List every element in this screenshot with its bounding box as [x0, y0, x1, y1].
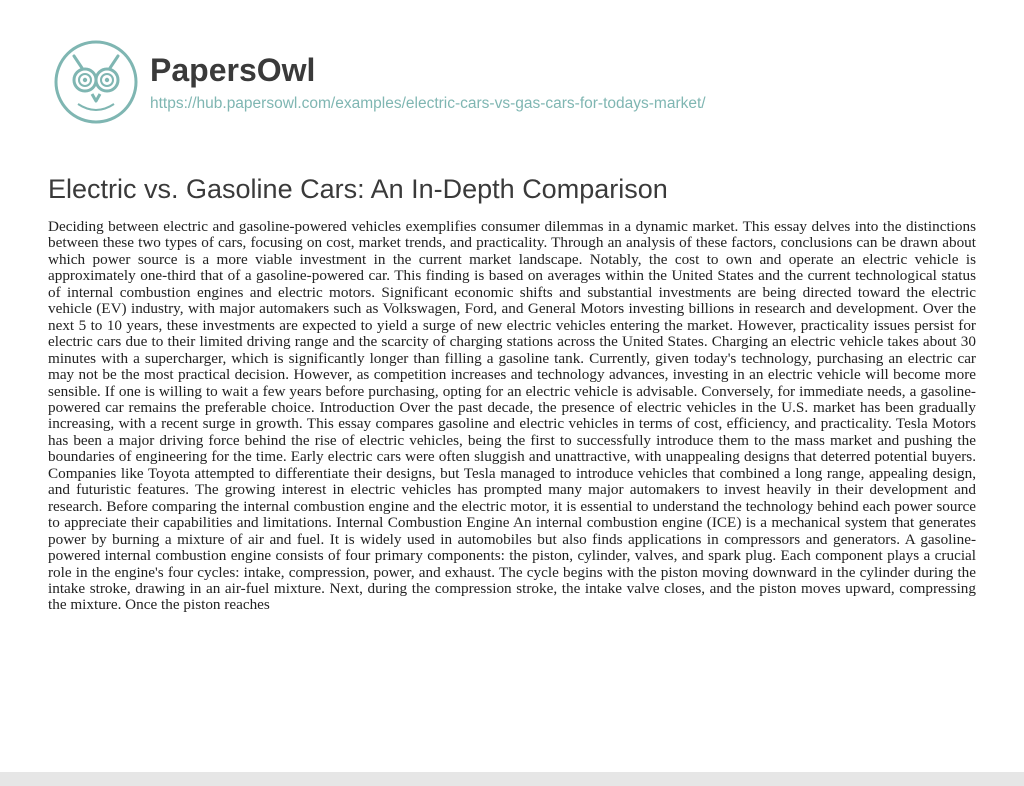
source-url-link[interactable]: https://hub.papersowl.com/examples/electric-cars-vs-gas-cars-for-todays-market/	[150, 95, 706, 112]
brand-name[interactable]: PapersOwl	[150, 52, 316, 88]
site-header	[48, 34, 706, 130]
brand-block	[150, 51, 706, 113]
article-title: Electric vs. Gasoline Cars: An In-Depth Comparison	[48, 174, 668, 204]
horizontal-scrollbar[interactable]	[0, 772, 1024, 786]
article-body: Deciding between electric and gasoline-powered vehicles exemplifies consumer dilemmas in a dynamic market. This essay delves into the distinctions between these two types of cars, focusing on cost, market trends, and practicality. Through an analysis of these factors, conclusions can be drawn about which power source is a more viable investment in the current market landscape. Notably, the cost to own and operate an electric vehicle is approximately one-third that of a gasoline-powered car. This finding is based on averages within the United States and the current technological status of internal combustion engines and electric motors. Significant economic shifts and substantial investments are being directed toward the electric vehicle (EV) industry, with major automakers such as Volkswagen, Ford, and General Motors investing billions in research and development. Over the next 5 to 10 years, these investments are expected to yield a surge of new electric vehicles entering the market. However, practicality issues persist for electric cars due to their limited driving range and the scarcity of charging stations across the United States. Charging an electric vehicle takes about 30 minutes with a supercharger, which is significantly longer than filling a gasoline tank. Currently, given today's technology, purchasing an electric car may not be the most practical decision. However, as competition increases and technology advances, investing in an electric vehicle will become more sensible. If one is willing to wait a few years before purchasing, opting for an electric vehicle is advisable. Conversely, for immediate needs, a gasoline-powered car remains the preferable choice. Introduction Over the past decade, the presence of electric vehicles in the U.S. market has been gradually increasing, with a recent surge in growth. This essay compares gasoline and electric vehicles in terms of cost, efficiency, and practicality. Tesla Motors has been a major driving force behind the rise of electric vehicles, being the first to successfully introduce them to the mass market and pushing the boundaries of engineering for the time. Early electric cars were often sluggish and unattractive, with unappealing designs that deterred potential buyers. Companies like Toyota attempted to differentiate their designs, but Tesla managed to introduce vehicles that combined a long range, appealing design, and futuristic features. The growing interest in electric vehicles has prompted many major automakers to invest heavily in their development and research. Before comparing the internal combustion engine and the electric motor, it is essential to understand the technology behind each power source to appreciate their capabilities and limitations. Internal Combustion Engine An internal combustion engine (ICE) is a mechanical system that generates power by burning a mixture of air and fuel. It is widely used in automobiles but also finds applications in compressors and generators. A gasoline-powered internal combustion engine consists of four primary components: the piston, cylinder, valves, and spark plug. Each component plays a crucial role in the engine's four cycles: intake, compression, power, and exhaust. The cycle begins with the piston moving downward in the cylinder during the intake stroke, drawing in an air-fuel mixture. Next, during the compression stroke, the intake valve closes, and the piston moves upward, compressing the mixture. Once the piston reaches	[48, 218, 976, 614]
owl-logo-icon[interactable]	[48, 34, 144, 130]
